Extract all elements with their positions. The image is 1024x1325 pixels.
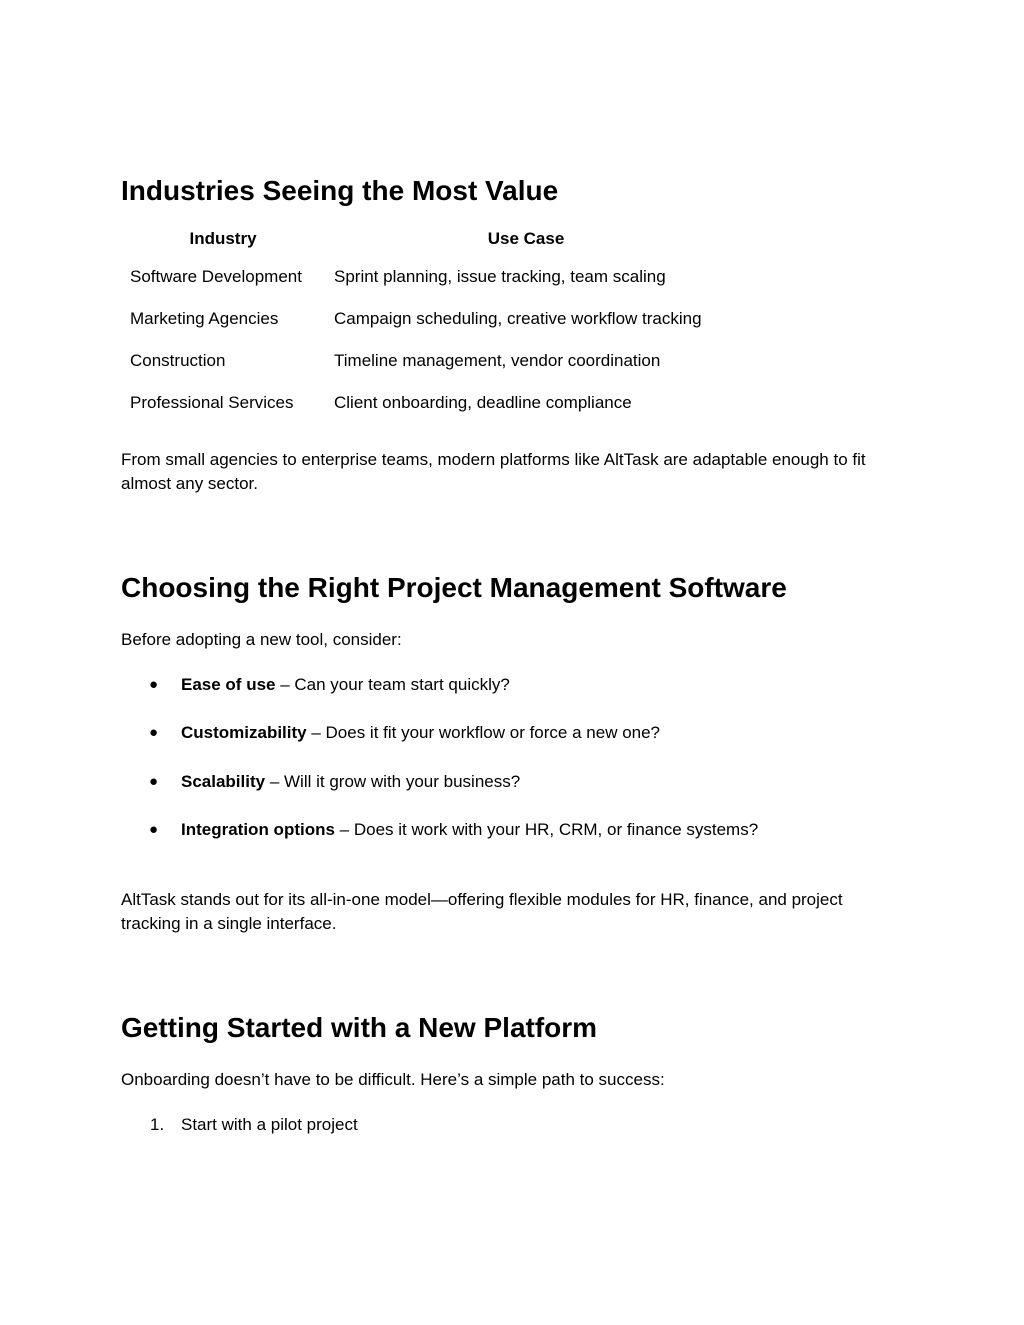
section-heading-getting-started: Getting Started with a New Platform	[121, 1012, 598, 1043]
table-cell-use-case: Sprint planning, issue tracking, team scaling	[334, 267, 666, 286]
criteria-term: Customizability	[181, 723, 307, 742]
step-text: Start with a pilot project	[181, 1115, 358, 1134]
choosing-intro-text: Before adopting a new tool, consider:	[121, 630, 402, 649]
criteria-term: Scalability	[181, 772, 266, 791]
industries-summary-paragraph: From small agencies to enterprise teams, modern platforms like AltTask are adaptable enough to fit almost any sector.	[121, 450, 866, 493]
criteria-description: – Will it grow with your business?	[265, 772, 521, 791]
criteria-description: – Does it fit your workflow or force a new one?	[306, 723, 661, 742]
table-cell-industry: Professional Services	[130, 393, 294, 412]
table-cell-industry: Marketing Agencies	[130, 309, 279, 328]
criteria-term: Integration options	[181, 820, 335, 839]
criteria-description: – Can your team start quickly?	[275, 675, 510, 694]
table-row	[121, 340, 727, 382]
industries-table	[121, 222, 727, 424]
table-cell-use-case: Timeline management, vendor coordination	[334, 351, 661, 370]
table-cell-use-case: Client onboarding, deadline compliance	[334, 393, 632, 412]
criteria-term: Ease of use	[181, 675, 276, 694]
table-row	[121, 256, 727, 298]
section-heading-choosing-software: Choosing the Right Project Management Software	[121, 572, 787, 603]
bullet-icon: ●	[149, 676, 159, 693]
table-row	[121, 298, 727, 340]
criteria-description: – Does it work with your HR, CRM, or finance systems?	[334, 820, 759, 839]
section-heading-industries: Industries Seeing the Most Value	[121, 175, 559, 206]
alttask-summary-paragraph: AltTask stands out for its all-in-one model—offering flexible modules for HR, finance, and project tracking in a single interface.	[121, 890, 843, 933]
getting-started-intro-text: Onboarding doesn’t have to be difficult. Here’s a simple path to success:	[121, 1070, 665, 1089]
table-cell-industry: Construction	[130, 351, 226, 370]
table-header-row	[121, 222, 727, 256]
table-header-industry: Industry	[189, 229, 257, 248]
bullet-icon: ●	[149, 821, 159, 838]
table-row	[121, 382, 727, 424]
table-cell-industry: Software Development	[130, 267, 302, 286]
bullet-icon: ●	[149, 724, 159, 741]
table-header-use-case: Use Case	[487, 229, 565, 248]
step-number: 1.	[150, 1115, 165, 1134]
table-cell-use-case: Campaign scheduling, creative workflow tracking	[334, 309, 702, 328]
bullet-icon: ●	[149, 773, 159, 790]
